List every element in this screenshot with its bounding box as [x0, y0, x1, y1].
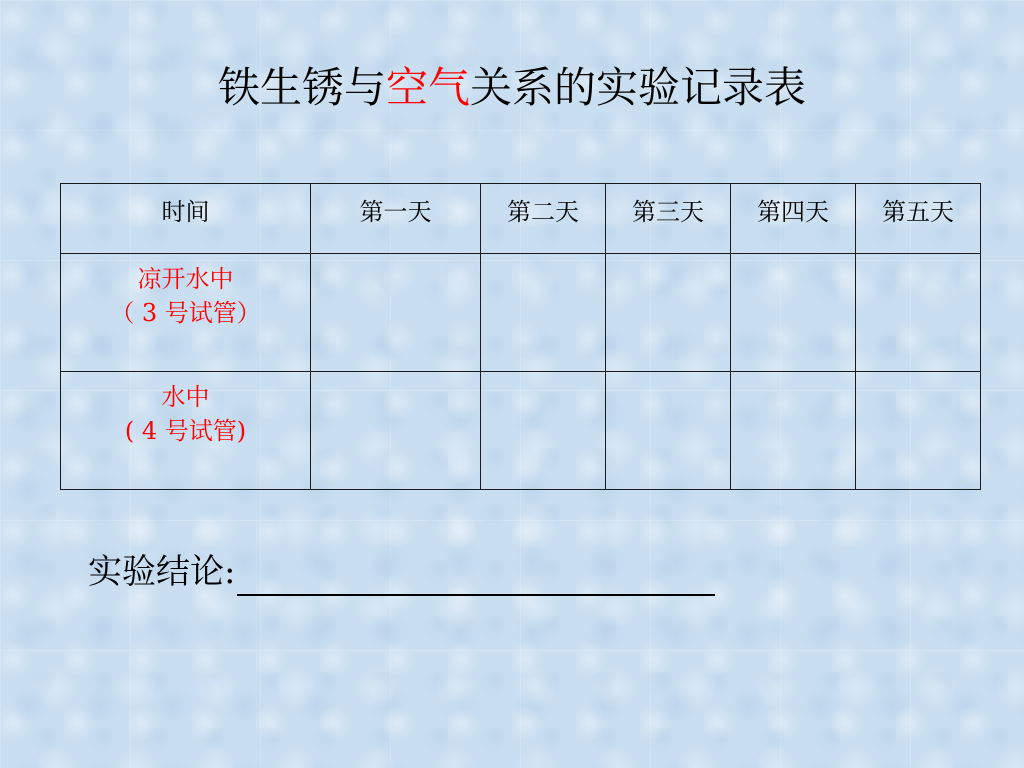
- row-label-line1: 凉开水中: [137, 265, 234, 293]
- header-cell-day2: 第二天: [481, 184, 606, 254]
- header-cell-day1: 第一天: [311, 184, 481, 254]
- row-label-line2: （ 3 号试管）: [110, 299, 261, 327]
- row-label-line1: 水中: [161, 383, 210, 411]
- title-highlight: 空气: [385, 63, 470, 112]
- conclusion-blank[interactable]: [237, 554, 715, 596]
- record-cell-tube-3-day2[interactable]: [481, 254, 606, 372]
- record-cell-tube-3-day3[interactable]: [606, 254, 731, 372]
- record-cell-tube-3-day5[interactable]: [856, 254, 981, 372]
- table-row-tube-3: [61, 254, 981, 372]
- header-cell-day3: 第三天: [606, 184, 731, 254]
- table-row-tube-4: [61, 372, 981, 490]
- conclusion-line: [88, 548, 715, 596]
- title-prefix: 铁生锈与: [217, 63, 386, 112]
- experiment-record-table: [60, 183, 981, 490]
- record-cell-tube-4-day2[interactable]: [481, 372, 606, 490]
- conclusion-label: 实验结论:: [88, 552, 236, 592]
- row-label-tube-3: [61, 254, 311, 372]
- row-label-line2: ( 4 号试管): [124, 417, 247, 445]
- record-cell-tube-4-day1[interactable]: [311, 372, 481, 490]
- header-cell-day5: 第五天: [856, 184, 981, 254]
- slide-title: [0, 58, 1024, 118]
- record-cell-tube-4-day3[interactable]: [606, 372, 731, 490]
- title-suffix: 关系的实验记录表: [470, 63, 807, 112]
- record-cell-tube-3-day1[interactable]: [311, 254, 481, 372]
- row-label-tube-4: [61, 372, 311, 490]
- table-header-row: [61, 184, 981, 254]
- record-cell-tube-3-day4[interactable]: [731, 254, 856, 372]
- record-cell-tube-4-day5[interactable]: [856, 372, 981, 490]
- header-cell-day4: 第四天: [731, 184, 856, 254]
- record-cell-tube-4-day4[interactable]: [731, 372, 856, 490]
- header-cell-time: 时间: [61, 184, 311, 254]
